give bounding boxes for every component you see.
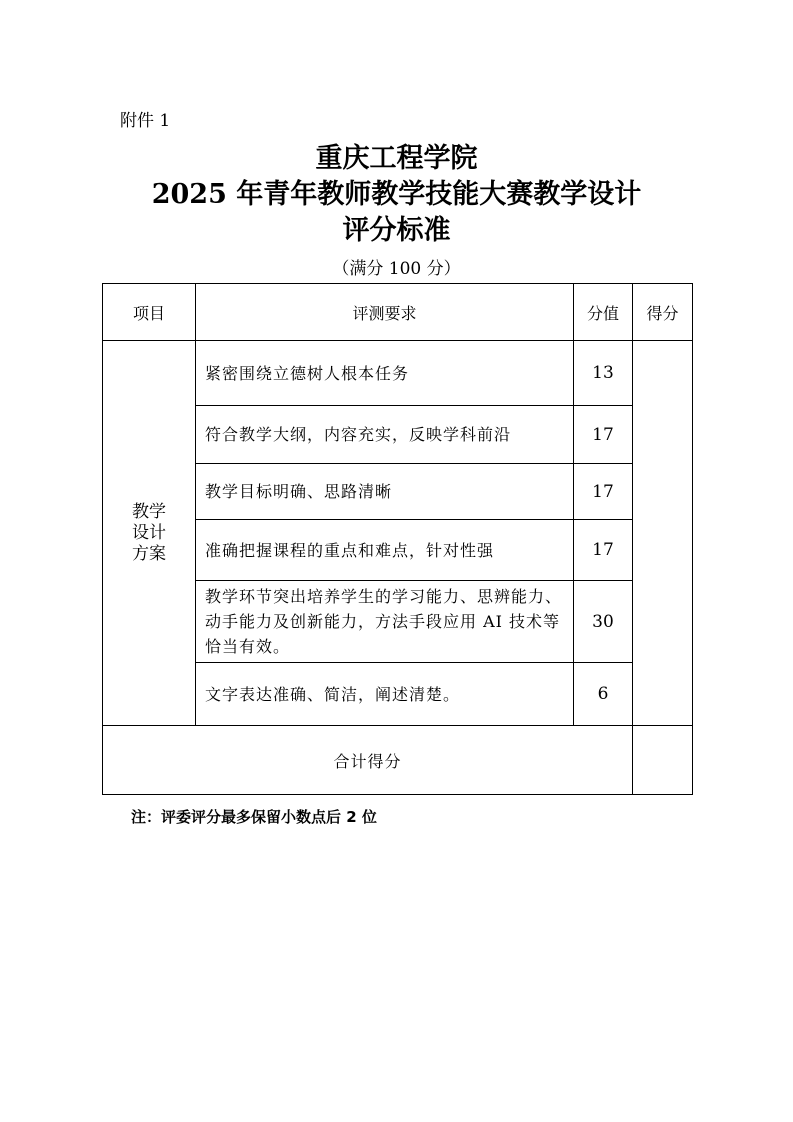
points-cell: 17 (574, 520, 633, 581)
footnote: 注：评委评分最多保留小数点后 2 位 (131, 808, 377, 826)
requirement-cell: 准确把握课程的重点和难点，针对性强 (196, 520, 574, 581)
attachment-label: 附件 1 (120, 111, 171, 131)
requirement-cell: 紧密围绕立德树人根本任务 (196, 341, 574, 406)
requirement-cell: 教学目标明确、思路清晰 (196, 464, 574, 520)
scoring-table (102, 283, 693, 795)
total-row (103, 726, 693, 795)
points-cell: 17 (574, 406, 633, 464)
points-cell: 30 (574, 581, 633, 663)
title-institution: 重庆工程学院 (315, 143, 478, 174)
score-input-cell[interactable] (633, 341, 693, 726)
category-label: 教学设计方案 (132, 501, 166, 564)
requirement-cell: 文字表达准确、简洁，阐述清楚。 (196, 663, 574, 726)
title-standard: 评分标准 (342, 215, 451, 246)
requirement-cell: 符合教学大纲，内容充实，反映学科前沿 (196, 406, 574, 464)
title-competition: 2025 年青年教师教学技能大赛教学设计 (151, 179, 642, 210)
full-score-note: （满分 100 分） (332, 259, 461, 279)
total-label: 合计得分 (103, 726, 633, 795)
total-score-cell[interactable] (633, 726, 693, 795)
points-cell: 17 (574, 464, 633, 520)
points-cell: 13 (574, 341, 633, 406)
header-score: 得分 (633, 284, 693, 341)
table-row (103, 341, 693, 406)
points-cell: 6 (574, 663, 633, 726)
table-header-row (103, 284, 693, 341)
header-item: 项目 (103, 284, 196, 341)
category-cell (103, 341, 196, 726)
requirement-cell: 教学环节突出培养学生的学习能力、思辨能力、动手能力及创新能力，方法手段应用 AI 技术等恰当有效。 (196, 581, 574, 663)
header-points: 分值 (574, 284, 633, 341)
header-requirement: 评测要求 (196, 284, 574, 341)
